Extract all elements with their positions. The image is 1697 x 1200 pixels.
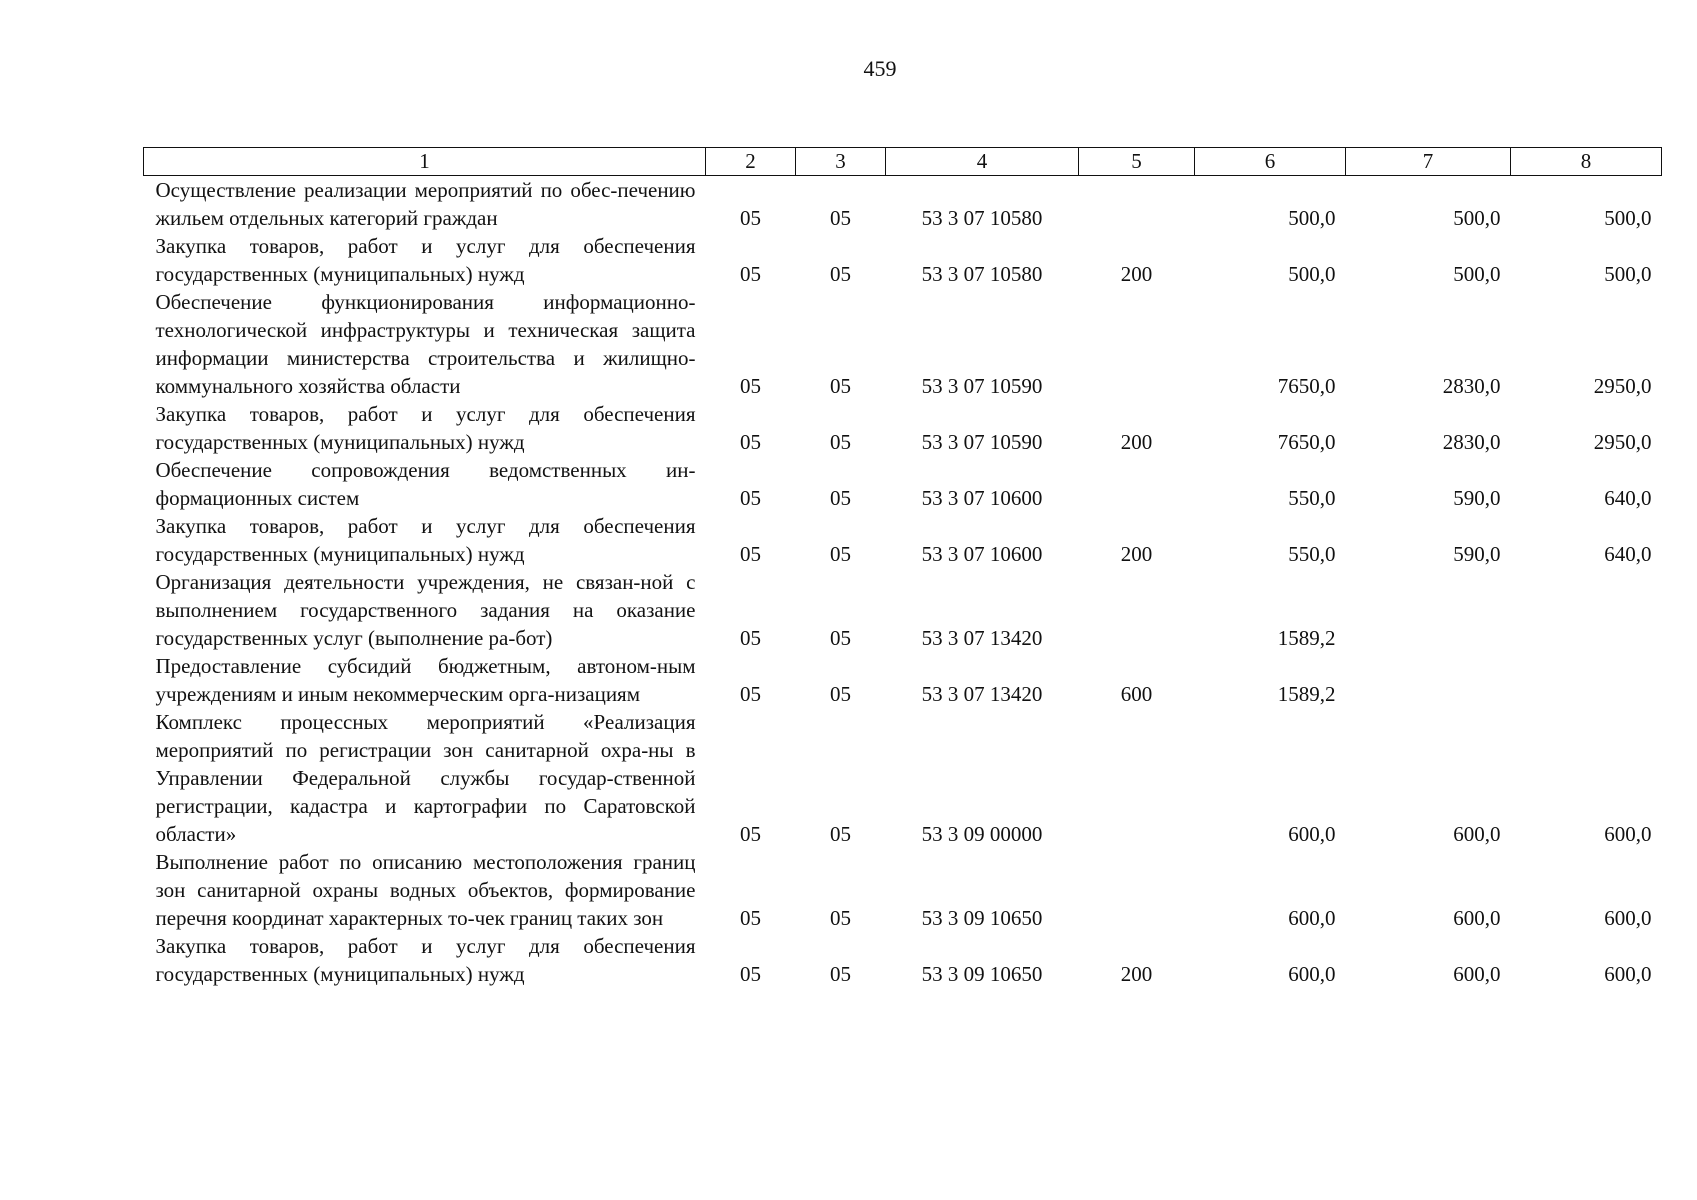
row-name: Комплекс процессных мероприятий «Реализация мероприятий по регистрации зон санитарной охра-ны в Управлении Федеральной службы государ-ственной регистрации, кадастра и картографии по Саратовской области» — [155, 710, 696, 846]
row-section: 05 — [740, 430, 761, 454]
row-expense-type — [1079, 568, 1195, 652]
row-expense-type: 200 — [1120, 542, 1153, 566]
row-amount-col6: 1589,2 — [1277, 626, 1336, 650]
row-target-article: 53 3 07 10590 — [921, 374, 1043, 398]
row-amount-col8: 500,0 — [1604, 206, 1652, 230]
row-expense-type — [1079, 288, 1195, 400]
row-amount-col6: 550,0 — [1288, 542, 1336, 566]
row-section: 05 — [740, 822, 761, 846]
row-target-article: 53 3 07 10580 — [921, 206, 1043, 230]
row-expense-type — [1079, 708, 1195, 848]
row-amount-col8: 600,0 — [1604, 822, 1652, 846]
row-subsection: 05 — [830, 682, 851, 706]
row-amount-col7: 600,0 — [1453, 962, 1501, 986]
row-name: Закупка товаров, работ и услуг для обеспечения государственных (муниципальных) нужд — [155, 402, 696, 454]
table-row — [144, 932, 1662, 988]
row-expense-type: 200 — [1120, 262, 1153, 286]
row-expense-type — [1079, 176, 1195, 233]
row-amount-col7 — [1346, 652, 1511, 708]
row-section: 05 — [740, 626, 761, 650]
row-amount-col8: 2950,0 — [1593, 374, 1652, 398]
column-header-6: 6 — [1195, 148, 1346, 176]
row-amount-col8: 640,0 — [1604, 486, 1652, 510]
row-amount-col8 — [1511, 568, 1662, 652]
row-name: Предоставление субсидий бюджетным, автоном-ным учреждениям и иным некоммерческим орга-низациям — [155, 654, 696, 706]
row-subsection: 05 — [830, 962, 851, 986]
row-name: Закупка товаров, работ и услуг для обеспечения государственных (муниципальных) нужд — [155, 934, 696, 986]
row-subsection: 05 — [830, 906, 851, 930]
row-amount-col7: 600,0 — [1453, 906, 1501, 930]
table-row — [144, 176, 1662, 233]
row-amount-col8: 2950,0 — [1593, 430, 1652, 454]
table-row — [144, 708, 1662, 848]
row-section: 05 — [740, 486, 761, 510]
row-target-article: 53 3 09 10650 — [921, 962, 1043, 986]
row-amount-col6: 7650,0 — [1277, 430, 1336, 454]
row-amount-col7: 500,0 — [1453, 262, 1501, 286]
row-subsection: 05 — [830, 430, 851, 454]
row-amount-col7: 500,0 — [1453, 206, 1501, 230]
column-header-2: 2 — [706, 148, 796, 176]
row-amount-col7: 2830,0 — [1442, 374, 1501, 398]
row-name: Выполнение работ по описанию местоположения границ зон санитарной охраны водных объектов, формирование перечня координат характерных то-чек границ таких зон — [155, 850, 696, 930]
row-amount-col7: 600,0 — [1453, 822, 1501, 846]
row-amount-col6: 600,0 — [1288, 906, 1336, 930]
column-header-5: 5 — [1079, 148, 1195, 176]
page-number: 459 — [863, 56, 897, 81]
table-row — [144, 652, 1662, 708]
column-header-7: 7 — [1346, 148, 1511, 176]
row-name: Осуществление реализации мероприятий по обес-печению жильем отдельных категорий граждан — [155, 178, 696, 230]
row-section: 05 — [740, 906, 761, 930]
row-subsection: 05 — [830, 262, 851, 286]
table-row — [144, 568, 1662, 652]
row-amount-col8 — [1511, 652, 1662, 708]
row-amount-col6: 500,0 — [1288, 262, 1336, 286]
row-subsection: 05 — [830, 542, 851, 566]
row-amount-col7 — [1346, 568, 1511, 652]
row-amount-col6: 1589,2 — [1277, 682, 1336, 706]
row-amount-col8: 500,0 — [1604, 262, 1652, 286]
row-section: 05 — [740, 542, 761, 566]
table-row — [144, 848, 1662, 932]
row-name: Организация деятельности учреждения, не связан-ной с выполнением государственного задания на оказание государственных услуг (выполнение ра-бот) — [155, 570, 696, 650]
row-name: Закупка товаров, работ и услуг для обеспечения государственных (муниципальных) нужд — [155, 514, 696, 566]
row-subsection: 05 — [830, 374, 851, 398]
row-name: Обеспечение функционирования информационно-технологической инфраструктуры и техническая защита информации министерства строительства и жилищно-коммунального хозяйства области — [155, 290, 696, 398]
row-name: Обеспечение сопровождения ведомственных ин-формационных систем — [155, 458, 696, 510]
row-section: 05 — [740, 374, 761, 398]
row-target-article: 53 3 07 10600 — [921, 486, 1043, 510]
row-amount-col6: 7650,0 — [1277, 374, 1336, 398]
row-target-article: 53 3 09 10650 — [921, 906, 1043, 930]
table-row — [144, 400, 1662, 456]
row-name: Закупка товаров, работ и услуг для обеспечения государственных (муниципальных) нужд — [155, 234, 696, 286]
row-subsection: 05 — [830, 206, 851, 230]
row-target-article: 53 3 07 13420 — [921, 682, 1043, 706]
column-header-4: 4 — [886, 148, 1079, 176]
row-target-article: 53 3 07 10600 — [921, 542, 1043, 566]
row-subsection: 05 — [830, 822, 851, 846]
table-row — [144, 512, 1662, 568]
row-amount-col6: 600,0 — [1288, 822, 1336, 846]
row-amount-col6: 550,0 — [1288, 486, 1336, 510]
row-amount-col6: 500,0 — [1288, 206, 1336, 230]
row-subsection: 05 — [830, 626, 851, 650]
row-target-article: 53 3 07 10590 — [921, 430, 1043, 454]
column-header-3: 3 — [796, 148, 886, 176]
row-amount-col6: 600,0 — [1288, 962, 1336, 986]
table-row — [144, 232, 1662, 288]
budget-table — [143, 147, 1662, 988]
row-amount-col7: 2830,0 — [1442, 430, 1501, 454]
row-expense-type: 200 — [1120, 962, 1153, 986]
row-expense-type: 600 — [1120, 682, 1153, 706]
row-expense-type: 200 — [1120, 430, 1153, 454]
row-amount-col8: 640,0 — [1604, 542, 1652, 566]
row-amount-col7: 590,0 — [1453, 486, 1501, 510]
row-amount-col8: 600,0 — [1604, 906, 1652, 930]
row-section: 05 — [740, 206, 761, 230]
table-row — [144, 456, 1662, 512]
column-header-1: 1 — [144, 148, 706, 176]
table-row — [144, 288, 1662, 400]
row-amount-col8: 600,0 — [1604, 962, 1652, 986]
row-section: 05 — [740, 962, 761, 986]
row-expense-type — [1079, 848, 1195, 932]
header-row — [144, 148, 1662, 176]
row-target-article: 53 3 07 13420 — [921, 626, 1043, 650]
row-section: 05 — [740, 262, 761, 286]
row-expense-type — [1079, 456, 1195, 512]
row-subsection: 05 — [830, 486, 851, 510]
row-target-article: 53 3 07 10580 — [921, 262, 1043, 286]
table-header — [144, 148, 1662, 176]
table-body — [144, 176, 1662, 989]
row-section: 05 — [740, 682, 761, 706]
row-target-article: 53 3 09 00000 — [921, 822, 1043, 846]
row-amount-col7: 590,0 — [1453, 542, 1501, 566]
column-header-8: 8 — [1511, 148, 1662, 176]
